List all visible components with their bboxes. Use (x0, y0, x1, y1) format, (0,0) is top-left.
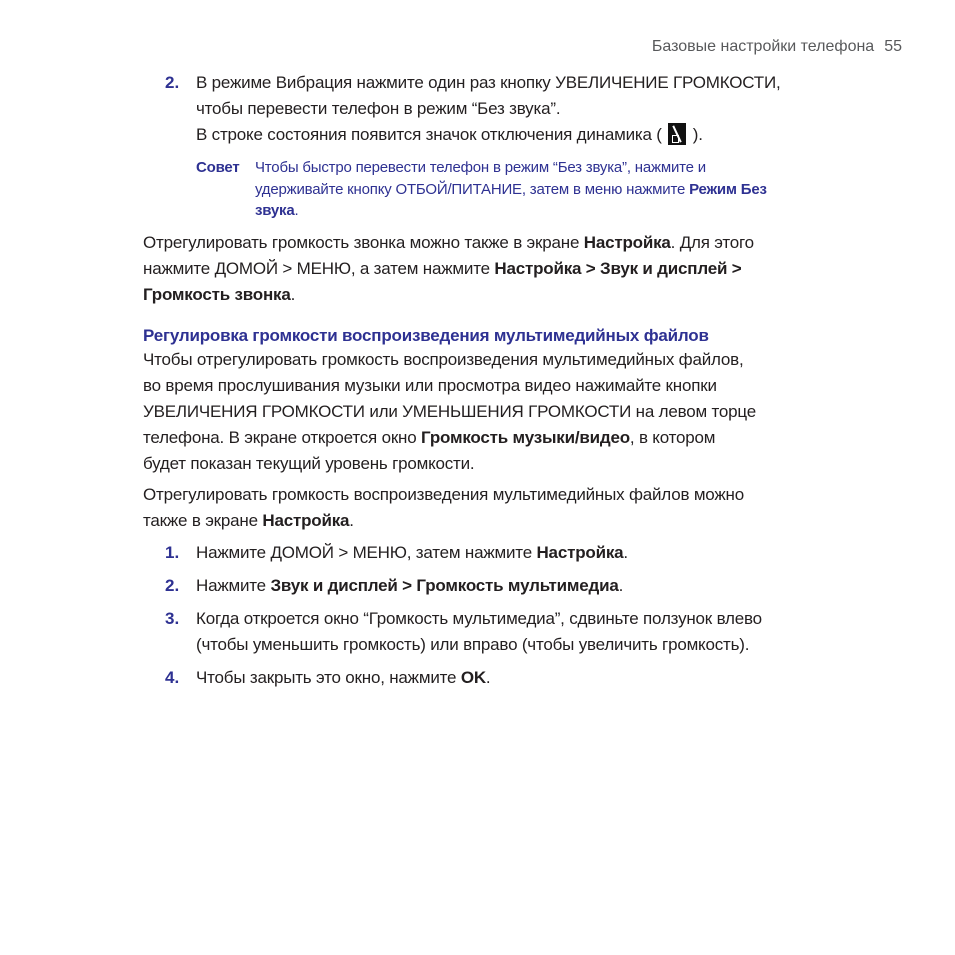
bold-term: Настройка > Звук и дисплей > (494, 259, 742, 278)
text-line (143, 451, 756, 477)
bold-term: Громкость звонка (143, 285, 291, 304)
text-line (196, 70, 781, 96)
text-segment: . (623, 543, 628, 562)
text-line (143, 508, 744, 534)
text-segment: чтобы перевести телефон в режим “Без звука”. (196, 99, 561, 118)
step-number: 3. (165, 609, 180, 628)
running-header (652, 38, 902, 56)
text-segment: . Для этого (670, 233, 754, 252)
text-segment: Чтобы быстро перевести телефон в режим “Без звука”, нажмите и (255, 159, 706, 176)
step-number: 1. (165, 543, 180, 562)
bold-term: Настройка (262, 511, 350, 530)
step-4-text (196, 665, 490, 691)
text-line (143, 256, 754, 282)
text-line (196, 606, 762, 632)
text-segment: . (294, 202, 299, 219)
text-line (255, 200, 767, 222)
text-line (143, 425, 756, 451)
bold-term: Режим Без (689, 180, 767, 198)
bold-term: звука (255, 202, 295, 219)
text-line (143, 347, 756, 373)
text-line (196, 665, 490, 691)
paragraph-settings (143, 482, 744, 534)
text-segment: . (485, 668, 491, 687)
text-line (196, 96, 781, 122)
step-1-text (196, 540, 628, 566)
step-number: 2. (165, 73, 180, 92)
page-number: 55 (884, 38, 902, 55)
text-segment: В режиме Вибрация нажмите один раз кнопку УВЕЛИЧЕНИЕ ГРОМКОСТИ, (196, 73, 781, 92)
text-line (196, 573, 623, 599)
text-segment: Чтобы закрыть это окно, нажмите (196, 668, 461, 687)
text-segment: УВЕЛИЧЕНИЯ ГРОМКОСТИ или УМЕНЬШЕНИЯ ГРОМКОСТИ на левом торце (143, 402, 757, 421)
text-line (196, 540, 628, 566)
step-number: 2. (165, 576, 180, 595)
bold-term: Настройка (583, 233, 671, 252)
bold-term: Настройка (536, 543, 624, 562)
text-segment: ). (688, 125, 703, 144)
step-number: 4. (165, 668, 180, 687)
text-segment: Отрегулировать громкость звонка можно также в экране (143, 233, 584, 252)
text-line (143, 230, 754, 256)
step-2-text (196, 70, 781, 148)
bold-term: Громкость музыки/видео (421, 428, 630, 447)
tip-text (255, 157, 767, 222)
text-segment: , в котором (629, 428, 716, 447)
text-segment: . (618, 576, 624, 595)
tip-label: Совет (196, 159, 240, 176)
text-segment: (чтобы уменьшить громкость) или вправо (чтобы увеличить громкость). (196, 635, 750, 654)
bold-term: Звук и дисплей > Громкость мультимедиа (270, 576, 619, 595)
bold-term: OK (460, 668, 486, 687)
paragraph-ring-volume (143, 230, 754, 308)
text-segment: удерживайте кнопку ОТБОЙ/ПИТАНИЕ, затем в меню нажмите (255, 180, 690, 198)
text-segment: будет показан текущий уровень громкости. (143, 454, 475, 473)
text-segment: . (349, 511, 354, 530)
text-line (255, 157, 767, 179)
step-2-text (196, 573, 623, 599)
text-line (143, 373, 756, 399)
step-3-text (196, 606, 762, 658)
text-segment: Нажмите ДОМОЙ > МЕНЮ, затем нажмите (196, 543, 537, 562)
speaker-off-icon (668, 123, 686, 145)
text-line (143, 399, 756, 425)
text-line (196, 632, 762, 658)
text-segment: Когда откроется окно “Громкость мультимедиа”, сдвиньте ползунок влево (196, 609, 762, 628)
text-segment: Отрегулировать громкость воспроизведения мультимедийных файлов можно (143, 485, 744, 504)
text-line (143, 282, 754, 308)
text-segment: нажмите ДОМОЙ > МЕНЮ, а затем нажмите (143, 259, 495, 278)
text-line (143, 482, 744, 508)
paragraph-media-volume (143, 347, 756, 477)
text-segment: также в экране (143, 511, 263, 530)
text-segment: во время прослушивания музыки или просмотра видео нажимайте кнопки (143, 376, 717, 395)
text-segment: Нажмите (196, 576, 271, 595)
text-segment: телефона. В экране откроется окно (143, 428, 422, 447)
text-line (255, 179, 767, 201)
text-segment: Чтобы отрегулировать громкость воспроизведения мультимедийных файлов, (143, 350, 744, 369)
text-segment: В строке состояния появится значок отключения динамика ( (196, 125, 667, 144)
text-line (196, 122, 781, 148)
section-title: Базовые настройки телефона (651, 38, 875, 55)
text-segment: . (290, 285, 296, 304)
section-heading: Регулировка громкости воспроизведения мультимедийных файлов (143, 326, 709, 345)
